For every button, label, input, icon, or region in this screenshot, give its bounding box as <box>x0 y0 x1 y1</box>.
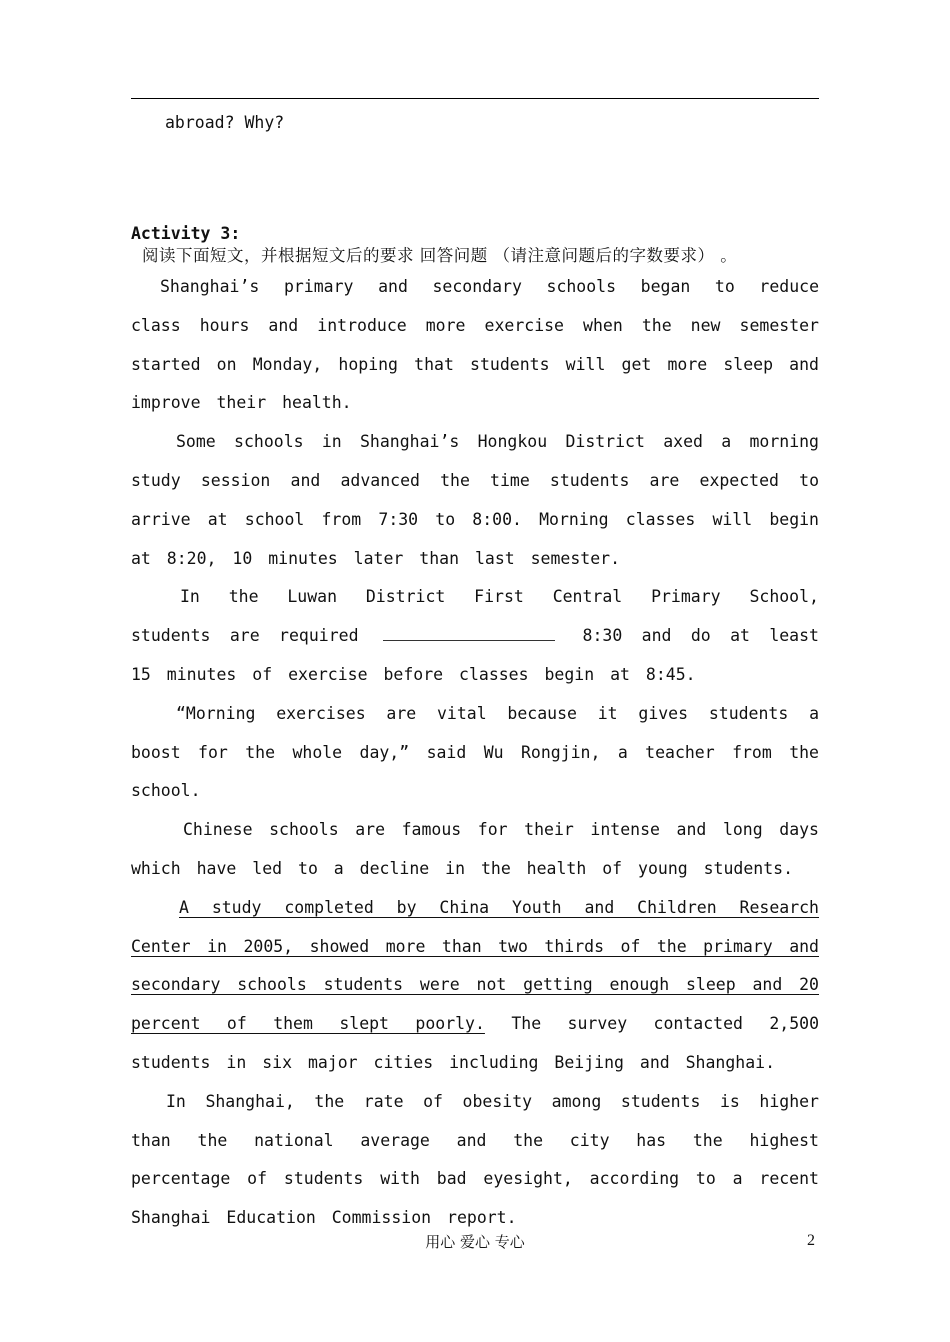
paragraph-1: Shanghai’s primary and secondary schools began to reduce class hours and introduce more exercise when the new semester started on Monday, hoping that students will get more sleep and improve their health. <box>131 277 819 413</box>
paragraph-7: In Shanghai, the rate of obesity among students is higher than the national average and the city has the highest percentage of students with bad eyesight, according to a recent Shanghai Education Commission report. <box>131 1091 819 1228</box>
reading-passage <box>131 268 819 1238</box>
paragraph-5: Chinese schools are famous for their intense and long days which have led to a decline in the health of young students. <box>131 820 819 878</box>
paragraph-4: “Morning exercises are vital because it gives students a boost for the whole day,” said Wu Rongjin, a teacher from the school. <box>131 703 819 801</box>
paragraph-6-rest: The survey contacted 2,500 students in six major cities including Beijing and Shanghai. <box>131 1014 820 1072</box>
paragraph-3-part-1: In the Luwan District First Central Primary School, students are required <box>131 587 819 646</box>
fill-in-blank[interactable] <box>383 622 555 641</box>
paragraph-3-part-2: 8:30 and do at least 15 minutes of exercise before classes begin at 8:45. <box>131 626 819 684</box>
footer-motto: 用心 爱心 专心 <box>425 1233 525 1251</box>
paragraph-2: Some schools in Shanghai’s Hongkou District axed a morning study session and advanced the time students are expected to arrive at school from 7:30 to 8:00. Morning classes will begin at 8:20, 10 minutes later than last semester. <box>131 432 819 568</box>
paragraph-6 <box>131 889 819 1083</box>
page-number: 2 <box>807 1232 815 1249</box>
activity-heading: Activity 3: <box>131 224 241 243</box>
top-divider <box>131 98 819 99</box>
underlined-sentence: A study completed by China Youth and Children Research Center in 2005, showed more than two thirds of the primary and secondary schools students were not getting enough sleep and 20 percent of them slept poorly. <box>131 897 819 1034</box>
instruction-text: 阅读下面短文，并根据短文后的要求 回答问题 （请注意问题后的字数要求） 。 <box>142 246 738 265</box>
previous-question-fragment: abroad? Why? <box>165 113 285 132</box>
paragraph-3 <box>131 578 819 694</box>
